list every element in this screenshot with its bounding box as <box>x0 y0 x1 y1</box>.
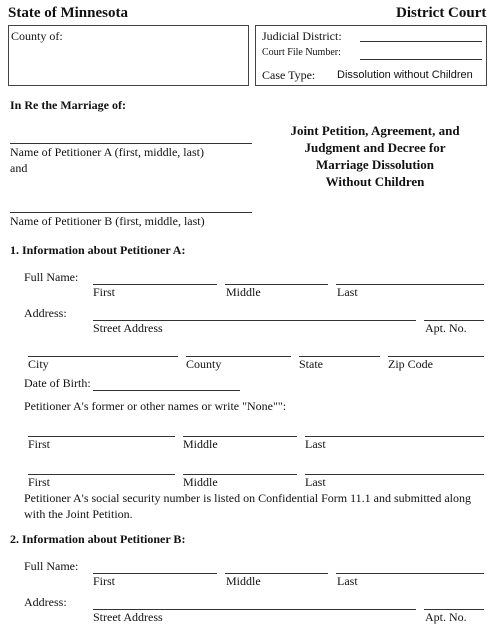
state-heading: State of Minnesota <box>8 5 128 21</box>
court-file-number-label: Court File Number: <box>262 47 341 58</box>
b-street-address-caption: Street Address <box>93 610 163 624</box>
a-former-middle-caption-1: Middle <box>183 437 218 451</box>
section-1-heading: 1. Information about Petitioner A: <box>10 243 186 257</box>
title-line-4: Without Children <box>325 174 425 189</box>
petitioner-a-name-label: Name of Petitioner A (first, middle, last) <box>10 145 204 159</box>
a-ssn-note-line-1: Petitioner A's social security number is listed on Confidential Form 11.1 and submitted along <box>24 491 471 505</box>
in-re-heading: In Re the Marriage of: <box>10 98 126 112</box>
case-type-label: Case Type: <box>262 68 316 82</box>
b-first-caption: First <box>93 574 116 588</box>
a-last-caption: Last <box>337 285 358 299</box>
court-file-number-field[interactable] <box>360 59 482 60</box>
a-last-name-field[interactable] <box>336 284 484 285</box>
a-address-label: Address: <box>24 306 67 320</box>
a-former-first-caption-2: First <box>28 475 51 489</box>
b-middle-caption: Middle <box>226 574 261 588</box>
title-line-2: Judgment and Decree for <box>304 140 446 155</box>
a-county-caption: County <box>186 357 222 371</box>
a-dob-field[interactable] <box>93 390 240 391</box>
b-full-name-label: Full Name: <box>24 559 79 573</box>
title-line-1: Joint Petition, Agreement, and <box>290 123 460 138</box>
b-address-label: Address: <box>24 595 67 609</box>
a-full-name-label: Full Name: <box>24 270 79 284</box>
a-former-last-field-1[interactable] <box>305 436 484 437</box>
a-middle-caption: Middle <box>226 285 261 299</box>
b-apt-no-caption: Apt. No. <box>425 610 467 624</box>
and-label: and <box>10 161 28 175</box>
case-info-box <box>255 25 487 86</box>
a-city-field[interactable] <box>28 356 178 357</box>
court-heading: District Court <box>396 5 487 21</box>
a-former-last-caption-1: Last <box>305 437 326 451</box>
b-last-name-field[interactable] <box>336 573 484 574</box>
petitioner-b-name-field[interactable] <box>10 212 252 213</box>
a-state-caption: State <box>299 357 323 371</box>
county-field[interactable] <box>8 25 249 86</box>
case-type-value: Dissolution without Children <box>337 69 473 81</box>
county-label: County of: <box>11 29 63 43</box>
a-former-middle-caption-2: Middle <box>183 475 218 489</box>
a-former-names-prompt: Petitioner A's former or other names or write "None"": <box>24 399 287 413</box>
a-city-caption: City <box>28 357 49 371</box>
b-last-caption: Last <box>337 574 358 588</box>
petitioner-a-name-field[interactable] <box>10 143 252 144</box>
section-2-heading: 2. Information about Petitioner B: <box>10 532 186 546</box>
a-former-last-field-2[interactable] <box>305 474 484 475</box>
judicial-district-label: Judicial District: <box>262 29 342 43</box>
a-apt-no-caption: Apt. No. <box>425 321 467 335</box>
a-ssn-note-line-2: with the Joint Petition. <box>24 507 133 521</box>
a-street-address-caption: Street Address <box>93 321 163 335</box>
a-zip-code-caption: Zip Code <box>388 357 433 371</box>
a-former-first-field-2[interactable] <box>28 474 175 475</box>
a-former-first-caption-1: First <box>28 437 51 451</box>
a-former-last-caption-2: Last <box>305 475 326 489</box>
petitioner-b-name-label: Name of Petitioner B (first, middle, last) <box>10 214 205 228</box>
a-former-first-field-1[interactable] <box>28 436 175 437</box>
document-title <box>268 122 482 190</box>
a-dob-label: Date of Birth: <box>24 376 91 390</box>
title-line-3: Marriage Dissolution <box>315 157 435 172</box>
a-first-caption: First <box>93 285 116 299</box>
judicial-district-field[interactable] <box>360 41 482 42</box>
